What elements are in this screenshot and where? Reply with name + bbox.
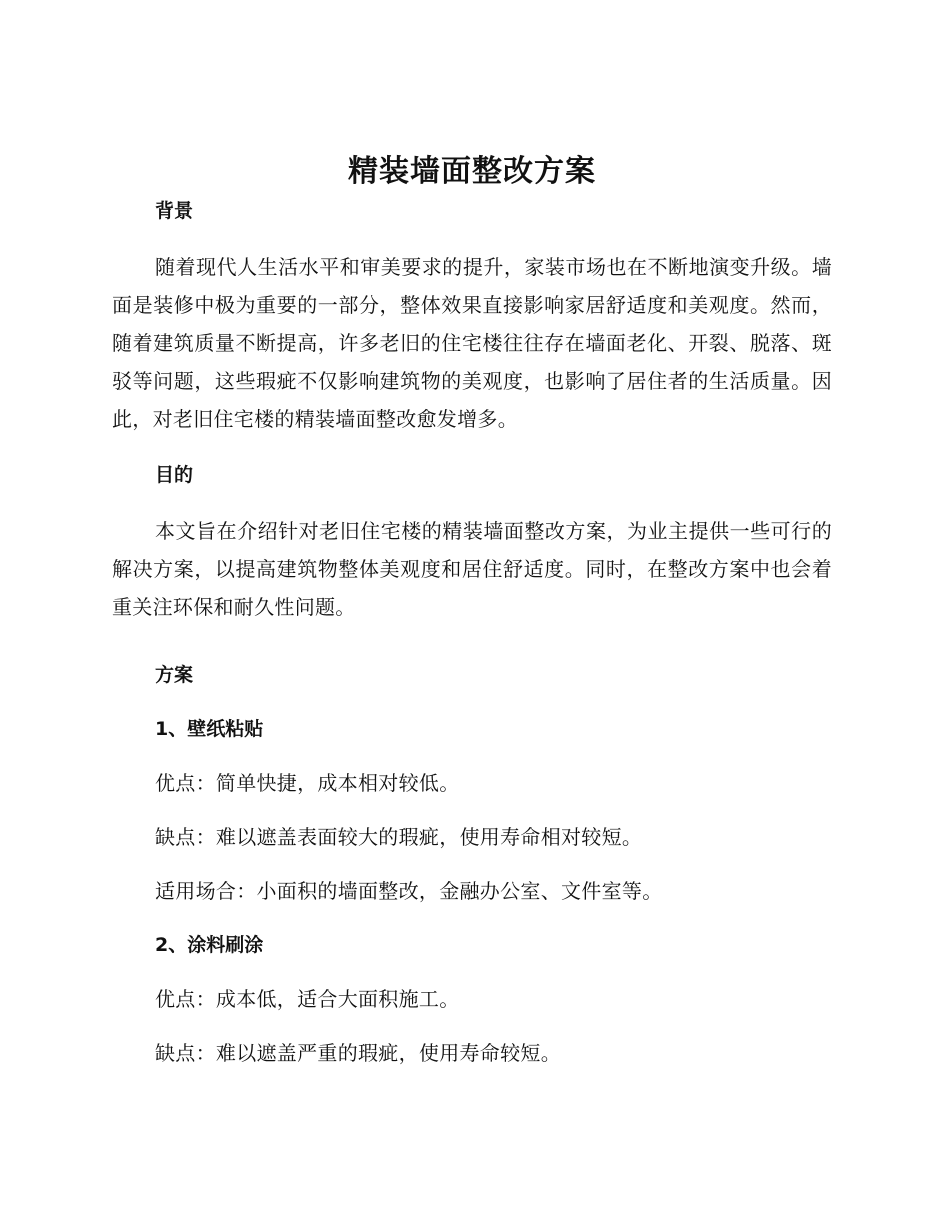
option-wallpaper-cons: 缺点：难以遮盖表面较大的瑕疵，使用寿命相对较短。 (155, 825, 643, 849)
document-page (112, 150, 832, 1068)
option-wallpaper-usage: 适用场合：小面积的墙面整改，金融办公室、文件室等。 (155, 879, 663, 903)
option-heading-wallpaper: 1、壁纸粘贴 (155, 718, 264, 740)
document-title: 精装墙面整改方案 (348, 154, 596, 189)
option-paint-cons: 缺点：难以遮盖严重的瑕疵，使用寿命较短。 (155, 1041, 561, 1065)
paragraph-background: 随着现代人生活水平和审美要求的提升，家装市场也在不断地演变升级。墙面是装修中极为重要的一部分，整体效果直接影响家居舒适度和美观度。然而，随着建筑质量不断提高，许多老旧的住宅楼往往存在墙面老化、开裂、脱落、斑驳等问题，这些瑕疵不仅影响建筑物的美观度，也影响了居住者的生活质量。因此，对老旧住宅楼的精装墙面整改愈发增多。 (112, 255, 832, 431)
paragraph-purpose: 本文旨在介绍针对老旧住宅楼的精装墙面整改方案，为业主提供一些可行的解决方案，以提高建筑物整体美观度和居住舒适度。同时，在整改方案中也会着重关注环保和耐久性问题。 (112, 519, 832, 619)
section-heading-background: 背景 (155, 200, 194, 222)
option-heading-paint: 2、涂料刷涂 (155, 934, 264, 956)
section-heading-purpose: 目的 (155, 464, 194, 486)
option-wallpaper-pros: 优点：简单快捷，成本相对较低。 (155, 771, 460, 795)
option-paint-pros: 优点：成本低，适合大面积施工。 (155, 987, 460, 1011)
section-heading-plan: 方案 (155, 664, 194, 686)
